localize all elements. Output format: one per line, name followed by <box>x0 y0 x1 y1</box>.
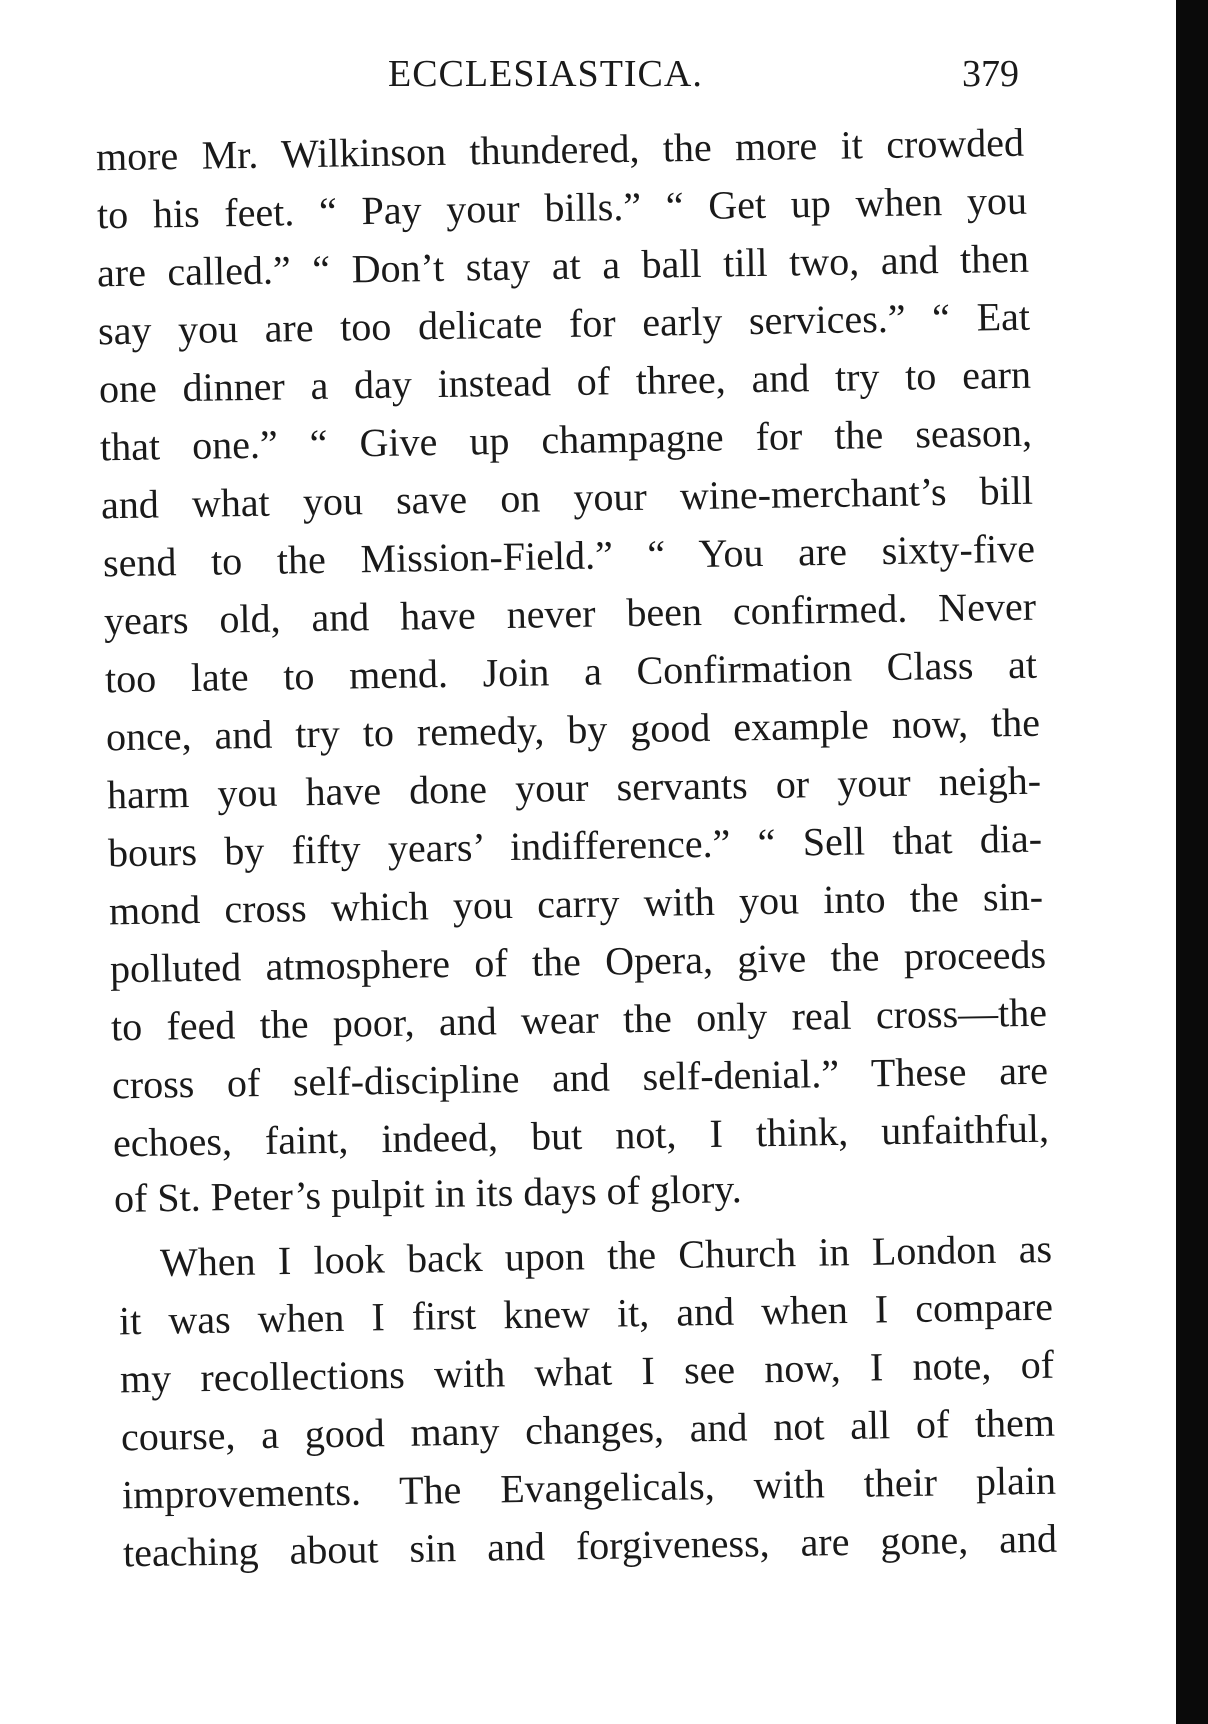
text-line: teaching about sin and forgiveness, are gone, and <box>122 1515 1058 1576</box>
text-line: that one.” “ Give up champagne for the season, <box>99 409 1033 470</box>
text-line: echoes, faint, indeed, but not, I think, unfaithful, <box>112 1105 1050 1166</box>
page-header <box>0 52 1208 102</box>
text-line: polluted atmosphere of the Opera, give the proceeds <box>109 931 1047 992</box>
text-line: to his feet. “ Pay your bills.” “ Get up when you <box>96 177 1028 238</box>
text-line: to feed the poor, and wear the only real cross—the <box>110 989 1048 1050</box>
text-line: mond cross which you carry with you into the sin- <box>108 873 1044 934</box>
text-line: of St. Peter’s pulpit in its days of glory. <box>113 1166 743 1221</box>
text-line: course, a good many changes, and not all of them <box>120 1399 1056 1460</box>
text-line: cross of self-discipline and self-denial.” These are <box>111 1047 1049 1108</box>
running-head: ECCLESIASTICA. <box>388 53 703 95</box>
text-line: say you are too delicate for early services.” “ Eat <box>97 293 1031 354</box>
text-line: too late to mend. Join a Confirmation Class at <box>104 641 1038 702</box>
text-line: are called.” “ Don’t stay at a ball till two, and then <box>96 235 1030 296</box>
page-edge-shadow <box>1176 0 1208 1724</box>
page-number: 379 <box>962 53 1019 95</box>
text-line: it was when I first knew it, and when I compare <box>118 1283 1054 1344</box>
text-line: more Mr. Wilkinson thundered, the more it crowded <box>95 119 1025 180</box>
text-line: bours by fifty years’ indifference.” “ Sell that dia- <box>107 815 1043 876</box>
text-line: harm you have done your servants or your neigh- <box>106 757 1042 818</box>
text-line: my recollections with what I see now, I note, of <box>119 1341 1055 1402</box>
text-line: years old, and have never been confirmed. Never <box>103 583 1037 644</box>
text-line: once, and try to remedy, by good example now, the <box>105 699 1041 760</box>
text-line: send to the Mission-Field.” “ You are sixty-five <box>102 525 1036 586</box>
text-line: When I look back upon the Church in London as <box>159 1225 1053 1286</box>
text-line: improvements. The Evangelicals, with their plain <box>121 1457 1057 1518</box>
text-line: one dinner a day instead of three, and try to earn <box>98 351 1032 412</box>
text-line: and what you save on your wine-merchant’s bill <box>100 467 1034 528</box>
